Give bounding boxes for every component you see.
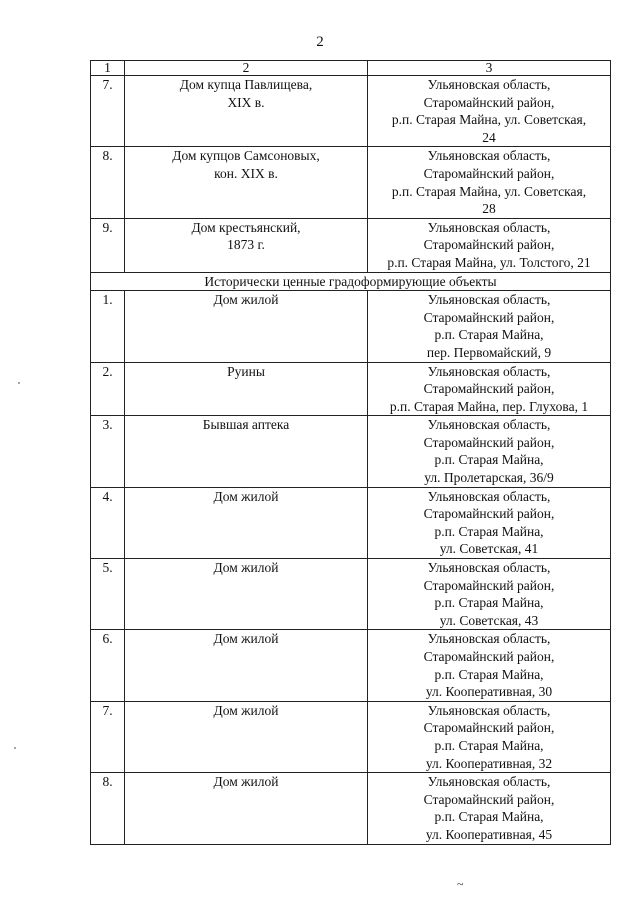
- object-name-line: Бывшая аптека: [202, 417, 290, 433]
- object-name: [125, 218, 368, 272]
- object-name-line: XIX в.: [227, 94, 265, 110]
- object-address-line: р.п. Старая Майна,: [434, 666, 544, 682]
- object-name-line: Дом купца Павлищева,: [179, 77, 313, 92]
- table-row: [91, 291, 611, 362]
- row-number: 9.: [91, 218, 125, 272]
- object-address-line: Ульяновская область,: [427, 774, 551, 790]
- page-number: 2: [316, 34, 324, 50]
- table-row: [91, 76, 611, 147]
- object-address: [368, 487, 611, 558]
- object-name-line: Дом купцов Самсоновых,: [172, 148, 320, 164]
- row-number: 8.: [91, 147, 125, 218]
- table-row: [91, 416, 611, 487]
- object-address: [368, 362, 611, 416]
- row-number: 8.: [91, 773, 125, 844]
- object-address-line: ул. Кооперативная, 32: [425, 755, 553, 771]
- object-name: [125, 559, 368, 630]
- object-name: [125, 291, 368, 362]
- row-number: 7.: [91, 701, 125, 772]
- object-address-line: р.п. Старая Майна, ул. Советская,: [391, 112, 587, 128]
- row-number: 4.: [91, 487, 125, 558]
- object-address-line: Старомайнский район,: [423, 791, 555, 807]
- object-address-line: 24: [482, 129, 496, 145]
- object-name: [125, 362, 368, 416]
- object-address-line: Старомайнский район,: [423, 506, 555, 522]
- object-address: [368, 291, 611, 362]
- object-name: [125, 701, 368, 772]
- object-address: [368, 630, 611, 701]
- header-col-2: 2: [125, 61, 368, 76]
- object-address-line: р.п. Старая Майна, ул. Советская,: [391, 183, 587, 199]
- table-row: [91, 559, 611, 630]
- object-address-line: р.п. Старая Майна,: [434, 523, 544, 539]
- object-address-line: Старомайнский район,: [423, 237, 555, 253]
- object-address-line: Старомайнский район,: [423, 434, 555, 450]
- section-row: [91, 272, 611, 291]
- table-header-row: [91, 61, 611, 76]
- scan-speck: [14, 747, 16, 749]
- row-number: 1.: [91, 291, 125, 362]
- object-name-line: 1873 г.: [227, 237, 265, 253]
- table-row: [91, 487, 611, 558]
- object-address-line: Ульяновская область,: [427, 292, 551, 308]
- object-name-line: Дом крестьянский,: [191, 219, 301, 235]
- object-address-line: Старомайнский район,: [423, 309, 555, 325]
- object-address-line: р.п. Старая Майна,: [434, 327, 544, 343]
- object-address-line: р.п. Старая Майна, ул. Толстого, 21: [387, 254, 591, 270]
- object-name: [125, 76, 368, 147]
- object-name-line: Дом жилой: [213, 488, 279, 504]
- object-address-line: ул. Кооперативная, 45: [425, 826, 553, 842]
- table-row: [91, 147, 611, 218]
- object-address-line: р.п. Старая Майна,: [434, 595, 544, 611]
- scan-speck: [18, 382, 20, 384]
- object-address-line: р.п. Старая Майна,: [434, 737, 544, 753]
- footer-mark: ~: [457, 877, 464, 891]
- object-address-line: Ульяновская область,: [427, 148, 551, 164]
- object-address: [368, 147, 611, 218]
- object-name: [125, 416, 368, 487]
- table-row: [91, 630, 611, 701]
- object-address-line: ул. Советская, 43: [439, 612, 539, 628]
- object-address-line: Ульяновская область,: [427, 417, 551, 433]
- object-address: [368, 773, 611, 844]
- object-address-line: р.п. Старая Майна,: [434, 809, 544, 825]
- row-number: 7.: [91, 76, 125, 147]
- object-name-line: Руины: [227, 363, 265, 379]
- object-address-line: Ульяновская область,: [427, 363, 551, 379]
- object-address-line: Старомайнский район,: [423, 720, 555, 736]
- object-address: [368, 76, 611, 147]
- object-name: [125, 487, 368, 558]
- object-address-line: ул. Советская, 41: [439, 541, 539, 557]
- object-name-line: кон. XIX в.: [214, 165, 278, 181]
- object-address-line: пер. Первомайский, 9: [426, 344, 552, 360]
- object-name-line: Дом жилой: [213, 631, 279, 647]
- object-address: [368, 701, 611, 772]
- table-row: [91, 773, 611, 844]
- object-address-line: Ульяновская область,: [427, 631, 551, 647]
- row-number: 3.: [91, 416, 125, 487]
- object-address-line: ул. Кооперативная, 30: [425, 684, 553, 700]
- object-name-line: Дом жилой: [213, 702, 279, 718]
- object-address-line: ул. Пролетарская, 36/9: [424, 470, 554, 486]
- object-address: [368, 218, 611, 272]
- object-address-line: Ульяновская область,: [427, 488, 551, 504]
- header-col-1: 1: [91, 61, 125, 76]
- objects-table: [90, 60, 611, 845]
- header-col-3: 3: [368, 61, 611, 76]
- object-address-line: Старомайнский район,: [423, 165, 555, 181]
- row-number: 6.: [91, 630, 125, 701]
- object-address-line: Старомайнский район,: [423, 649, 555, 664]
- object-name: [125, 630, 368, 701]
- table-row: [91, 218, 611, 272]
- object-address-line: 28: [482, 201, 496, 217]
- row-number: 5.: [91, 559, 125, 630]
- object-address-line: Ульяновская область,: [427, 77, 551, 92]
- table-row: [91, 362, 611, 416]
- object-name-line: Дом жилой: [213, 774, 279, 790]
- object-address-line: Старомайнский район,: [423, 94, 555, 110]
- object-address-line: Ульяновская область,: [427, 560, 551, 576]
- object-address-line: Старомайнский район,: [423, 381, 555, 397]
- object-address-line: Ульяновская область,: [427, 702, 551, 718]
- object-name: [125, 773, 368, 844]
- section-title: Исторически ценные градоформирующие объекты: [91, 272, 611, 291]
- object-address: [368, 416, 611, 487]
- object-address-line: р.п. Старая Майна, пер. Глухова, 1: [389, 398, 589, 414]
- object-address: [368, 559, 611, 630]
- object-address-line: Ульяновская область,: [427, 219, 551, 235]
- object-name-line: Дом жилой: [213, 560, 279, 576]
- table-row: [91, 701, 611, 772]
- object-address-line: р.п. Старая Майна,: [434, 452, 544, 468]
- row-number: 2.: [91, 362, 125, 416]
- object-name: [125, 147, 368, 218]
- object-address-line: Старомайнский район,: [423, 577, 555, 593]
- object-name-line: Дом жилой: [213, 292, 279, 308]
